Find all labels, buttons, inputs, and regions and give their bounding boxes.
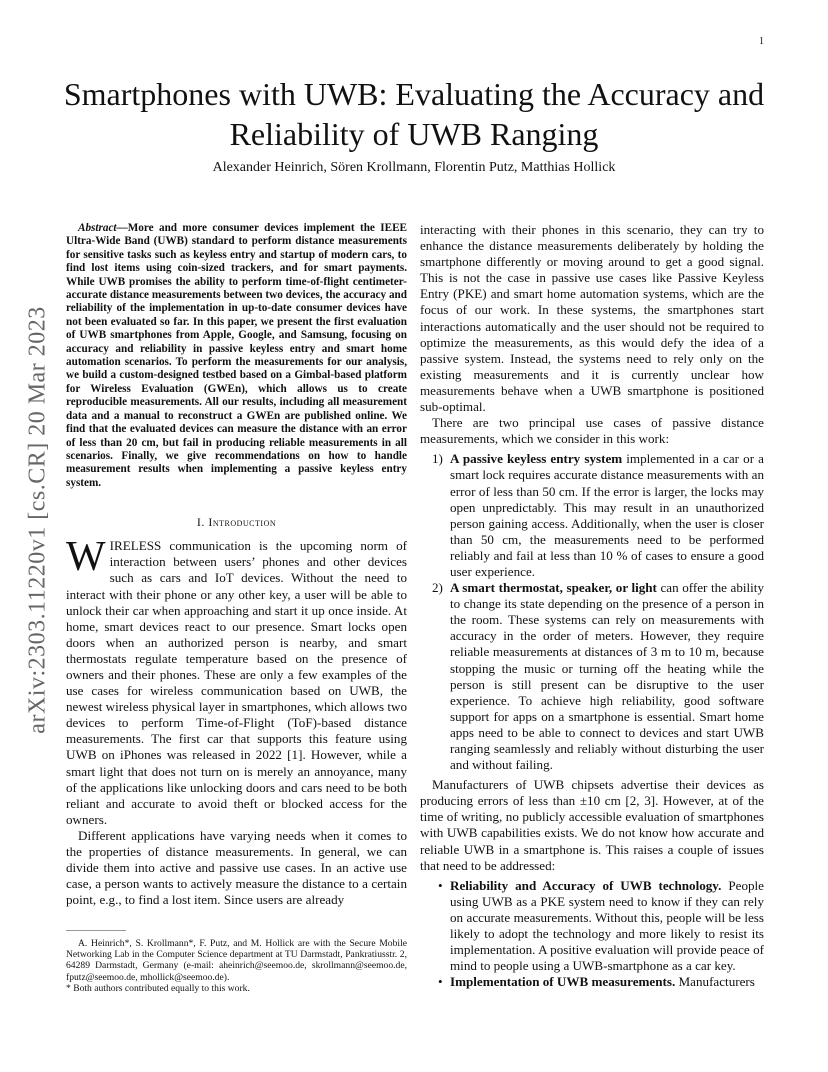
list-item (420, 451, 764, 580)
intro-paragraph-1 (66, 534, 407, 828)
list-item-text: People using UWB as a PKE system need to know if they can rely on accurate measurements. Without this, people will be less likely to adopt the technology and more likely to resist its implementation. A positive evaluation will provide peace of mind to people using a UWB-smartphone as a car key. (450, 877, 764, 974)
list-number: 1) (432, 451, 443, 467)
arxiv-id: arXiv:2303.11220v1 [cs.CR] 20 Mar 2023 (24, 306, 51, 734)
arxiv-watermark (18, 285, 58, 755)
list-item-text: implemented in a car or a smart lock requires accurate distance measurements with an error of less than 50 cm. If the error is larger, the locks may open unpredictably. This may result in an unauthorized person gaining access. Additionally, when the user is closer than 50 cm, the measurements need to be performed reliably and fail at less than 10 % of cases to ensure a good user experience. (450, 451, 764, 579)
footnote-affiliation: A. Heinrich*, S. Krollmann*, F. Putz, and M. Hollick are with the Secure Mobile Networking Lab in the Computer Science department at TU Darmstadt, Pankratiusstr. 2, 64289 Darmstadt, Germany (e-mail: aheinrich@seemoo.de, skrollmann@seemoo.de, fputz@seemoo.de, mhollick@seemoo.de). (66, 938, 407, 983)
issue-list (420, 878, 764, 991)
right-paragraph-2: There are two principal use cases of passive distance measurements, which we consider in this work: (420, 415, 764, 447)
page-number: 1 (759, 36, 764, 47)
bullet: • (438, 974, 443, 990)
right-column (420, 222, 764, 994)
author-list: Alexander Heinrich, Sören Krollmann, Florentin Putz, Matthias Hollick (212, 160, 616, 175)
footnotes (66, 938, 407, 994)
footnote-rule (66, 930, 126, 931)
drop-cap: W (66, 534, 106, 581)
list-item-text: Manufacturers (675, 974, 755, 990)
abstract-label: Abstract (78, 222, 117, 234)
use-case-list (420, 451, 764, 773)
list-item (420, 878, 764, 975)
list-number: 2) (432, 580, 443, 596)
list-item-text: can offer the ability to change its state depending on the presence of a person in the room. These systems can rely on measurements with accuracy in the order of meters. However, they require reliable measurements at distances of 3 m to 10 m, because stopping the music or turning off the heating while the person is still present can be disruptive to the user experience. To achieve high reliability, good software support for apps on a smartphone is essential. Smart home apps need to be able to connect to devices and start UWB ranging seamlessly and reliably without disturbing the user and without failing. (450, 580, 764, 773)
intro-paragraph-2: Different applications have varying needs when it comes to the properties of distance measurements. In general, we can divide them into active and passive use cases. In an active use case, a person wants to actively measure the distance to a certain point, e.g., to find a lost item. Since users are already (66, 827, 407, 908)
list-item-bold: A smart thermostat, speaker, or light (450, 580, 657, 596)
abstract (66, 222, 407, 490)
list-item (420, 580, 764, 773)
right-paragraph-1: interacting with their phones in this scenario, they can try to enhance the distance measurements deliberately by holding the smartphone differently or moving around to get a good signal. This is not the case in passive use cases like Passive Keyless Entry (PKE) and smart home automation systems, which are the focus of our work. In these systems, the smartphones start interactions automatically and the user should not be required to optimize the measurements, as this would defy the idea of a passive system. Instead, the systems need to rely only on the existing measurements and it is currently unclear how measurements behave when a UWB smartphone is positioned sub-optimal. (420, 222, 764, 415)
section-heading: I. Introduction (196, 515, 277, 530)
left-column (66, 222, 407, 908)
bullet: • (438, 877, 443, 893)
list-item-bold: Implementation of UWB measurements. (450, 974, 676, 990)
footnote-equal-contribution: * Both authors contributed equally to this work. (66, 982, 250, 994)
intro-paragraph-1-text: IRELESS communication is the upcoming norm of interaction between users’ phones and other devices such as cars and IoT devices. Without the need to interact with their phone or any other key, a user will be able to unlock their car when approaching and start it up once inside. At home, smart devices react to our presence. Smart locks open doors when an authorized person is nearby, and smart thermostats regulate temperature based on the presence of owners and their phones. These are only a few examples of the use cases for wireless communication based on UWB, the newest wireless physical layer in smartphones, which allows two devices to perform Time-of-Flight (ToF)-based distance measurements. The first car that supports this feature using UWB on iPhones was released in 2022 [1]. However, while a smart light that does not turn on is merely an annoyance, many of the applications like unlocking doors and cars need to be both reliant and accurate to avoid theft or blocked access for the owners. (66, 538, 407, 827)
list-item-bold: Reliability and Accuracy of UWB technology. (450, 877, 722, 893)
right-paragraph-3: Manufacturers of UWB chipsets advertise their devices as producing errors of less than ±10 cm [2, 3]. However, at of the time of writing, no publicly accessible evaluation of smartphones with UWB capabilities exists. We do not know how accurate and reliable UWB in a smartphone is. This raises a couple of issues that need to be addressed: (420, 777, 764, 873)
list-item-bold: A passive keyless entry system (450, 451, 623, 467)
abstract-text: —More and more consumer devices implement the IEEE Ultra-Wide Band (UWB) standard to perform distance measurements for sensitive tasks such as keyless entry and startup of modern cars, to find lost items using coin-sized trackers, and for smart payments. While UWB promises the ability to perform time-of-flight centimeter-accurate distance measurements between two devices, the accuracy and reliability of the implementation in up-to-date consumer devices have not been evaluated so far. In this paper, we present the first evaluation of UWB smartphones from Apple, Google, and Samsung, focusing on accuracy and reliability in passive keyless entry and smart home automation scenarios. To perform the measurements for our analysis, we build a custom-designed testbed based on a Gimbal-based platform for Wireless Evaluation (GWEn), which allows us to create reproducible measurements. All our results, including all measurement data and a manual to reconstruct a GWEn are published online. We find that the evaluated devices can measure the distance with an error of less than 20 cm, but fail in producing reliable measurements in all scenarios. Finally, we give recommendations on how to handle measurement results when implementing a passive keyless entry system. (66, 222, 407, 489)
list-item (420, 974, 764, 990)
paper-title: Smartphones with UWB: Evaluating the Accuracy and Reliability of UWB Ranging (63, 76, 765, 152)
